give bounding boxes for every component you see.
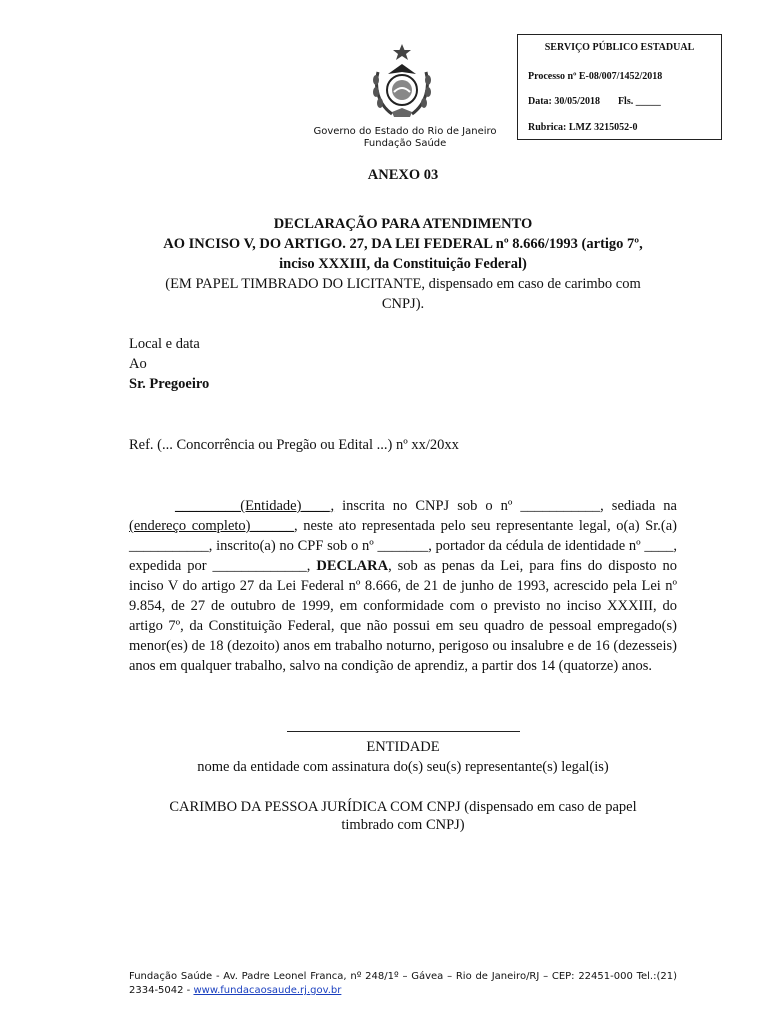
company-stamp-note	[110, 798, 696, 834]
letterhead-note-line: (EM PAPEL TIMBRADO DO LICITANTE, dispensado em caso de carimbo com	[165, 276, 641, 292]
entity-placeholder: _________(Entidade)____,	[175, 498, 335, 514]
stamp-date-row	[528, 96, 661, 107]
rio-de-janeiro-coat-of-arms-icon	[366, 42, 438, 124]
body-text: inscrita no CNPJ sob o nº ___________, sediada na	[334, 498, 677, 514]
address-to: Ao	[129, 356, 147, 372]
government-name: Governo do Estado do Rio de Janeiro	[313, 126, 497, 137]
footer-text: Fundação Saúde - Av. Padre Leonel Franca, nº 248/1º – Gávea – Rio de Janeiro/RJ – CEP: 22451-000 Tel.:(21) 2334-5042 -	[129, 971, 677, 996]
stamp-date: Data: 30/05/2018	[528, 96, 600, 107]
declaration-title-line: AO INCISO V, DO ARTIGO. 27, DA LEI FEDERAL nº 8.666/1993 (artigo 7º,	[163, 236, 643, 252]
government-header	[300, 126, 510, 150]
stamp-fls: Fls. _____	[617, 96, 661, 107]
stamp-processo: Processo nº E-08/007/1452/2018	[528, 71, 663, 82]
address-placeholder: (endereço completo)______	[129, 518, 294, 534]
declaration-body	[129, 496, 677, 676]
entity-label: ENTIDADE	[366, 739, 440, 755]
stamp-title: SERVIÇO PÚBLICO ESTADUAL	[544, 42, 695, 53]
signature-line	[287, 731, 520, 732]
annex-title: ANEXO 03	[367, 167, 439, 183]
signature-name-line: nome da entidade com assinatura do(s) seu(s) representante(s) legal(is)	[197, 759, 609, 775]
letterhead-note-line: CNPJ).	[381, 296, 425, 312]
declaration-title	[110, 214, 696, 274]
reference-line: Ref. (... Concorrência ou Pregão ou Edital ...) nº xx/20xx	[129, 437, 459, 453]
recipient: Sr. Pregoeiro	[129, 376, 210, 392]
body-text: , sob as penas da Lei, para fins do disposto no inciso V do artigo 27 da Lei Federal nº 8.666, de 21 de junho de 1993, acrescido pela Lei nº 9.854, de 27 de outubro de 1999, em conformidade com o previsto no inciso XXXIII, do artigo 7º, da Constituição Federal, que não possui em seu quadro de pessoal empregado(s) menor(es) de 18 (dezoito) anos em trabalho noturno, perigoso ou insalubre e de 16 (dezesseis) anos em qualquer trabalho, salvo na condição de aprendiz, a partir dos 14 (quatorze) anos.	[129, 558, 677, 674]
declaration-title-line: inciso XXXIII, da Constituição Federal)	[279, 256, 527, 272]
company-stamp-note-line: CARIMBO DA PESSOA JURÍDICA COM CNPJ (dispensado em caso de papel	[169, 799, 637, 815]
footer-address	[129, 970, 677, 998]
letterhead-note	[110, 274, 696, 314]
declara-keyword: DECLARA	[316, 558, 389, 574]
footer-website-link[interactable]: www.fundacaosaude.rj.gov.br	[193, 985, 342, 996]
body-text: , neste ato representada pelo seu representante legal, o(a) Sr.(a) ___________, inscrito(a) no CPF sob o nº _______, portador da cédula de identidade nº ____, expedida por _____________,	[129, 518, 677, 574]
protocol-stamp	[517, 34, 722, 140]
stamp-rubrica: Rubrica: LMZ 3215052-0	[528, 122, 638, 133]
place-and-date: Local e data	[129, 336, 200, 352]
company-stamp-note-line: timbrado com CNPJ)	[341, 817, 465, 833]
declaration-title-line: DECLARAÇÃO PARA ATENDIMENTO	[273, 216, 533, 232]
foundation-name: Fundação Saúde	[363, 138, 447, 149]
